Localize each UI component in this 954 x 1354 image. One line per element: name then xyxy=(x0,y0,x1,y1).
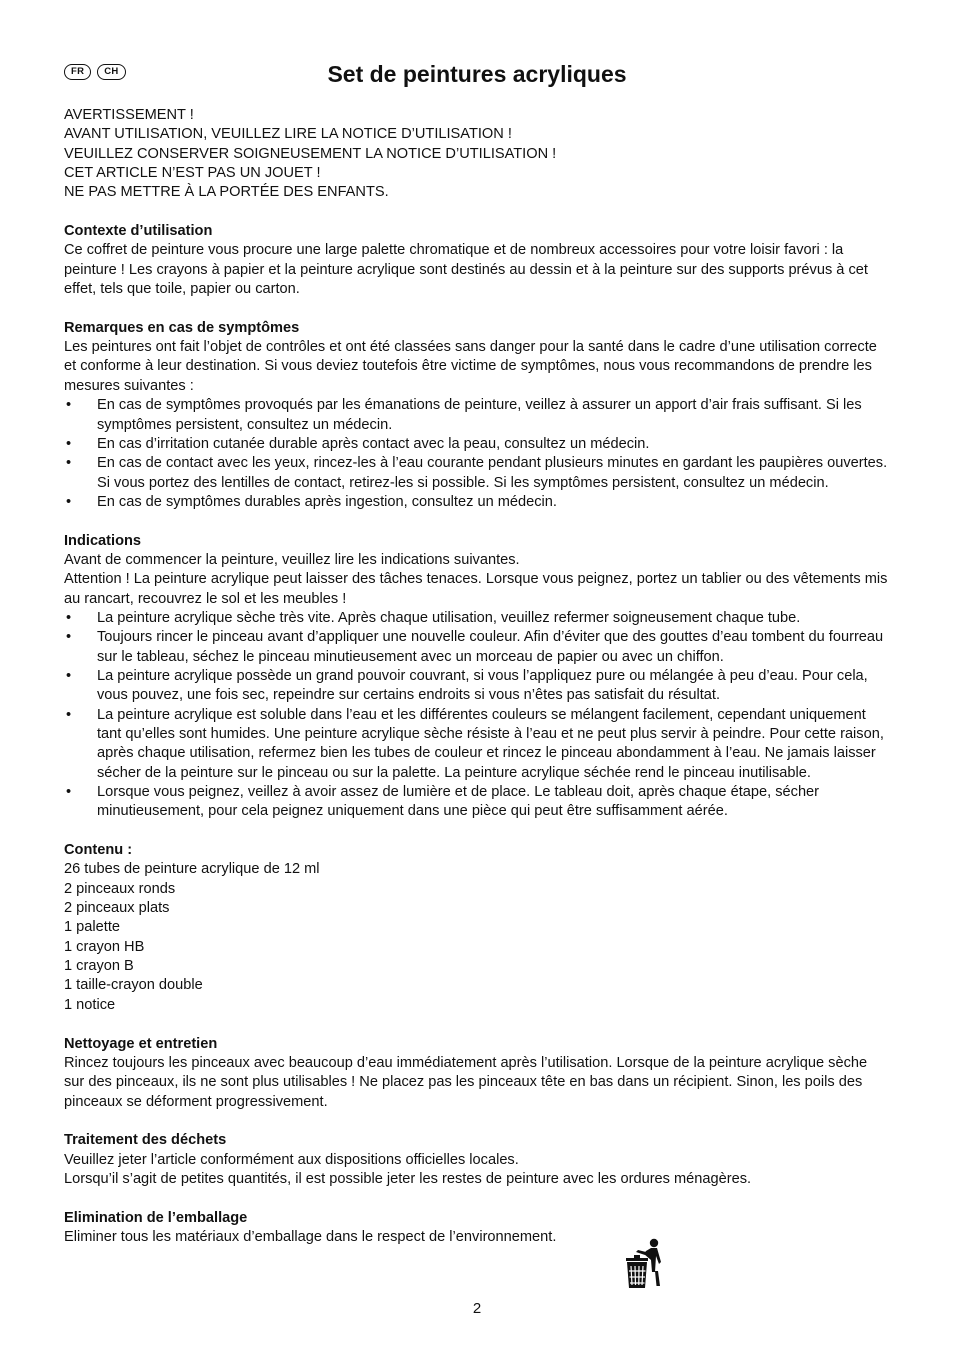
warning-block xyxy=(64,106,890,203)
section-text: Rincez toujours les pinceaux avec beaucoup d’eau immédiatement après l’utilisation. Lorsque de la peinture acrylique sèche sur des pinceaux, ils ne sont plus utilisables ! Ne placez pas les pinceaux tête en bas dans un récipient. Sinon, les poils des pinceaux se déforment progressivement. xyxy=(64,1054,868,1110)
section-text: Veuillez jeter l’article conformément aux dispositions officielles locales. xyxy=(64,1151,519,1168)
contents-item: 1 taille-crayon double xyxy=(64,977,203,994)
trash-bin-icon xyxy=(624,1238,666,1295)
section-cleaning xyxy=(64,1035,890,1112)
list-item-text: La peinture acrylique possède un grand pouvoir couvrant, si vous l’appliquez pure ou mélangée à peu d’eau. Pour cela, vous pouvez, une fois sec, repeindre sur certains endroits si vous n’êtes pas satisfait du résultat. xyxy=(97,667,868,704)
list-item: • La peinture acrylique sèche très vite. Après chaque utilisation, veuillez refermer soigneusement chaque tube. xyxy=(66,609,801,626)
section-heading: Nettoyage et entretien xyxy=(64,1035,218,1052)
document-body xyxy=(64,106,890,1247)
list-item-text: En cas de contact avec les yeux, rincez-les à l’eau courante pendant plusieurs minutes en gardant les paupières ouvertes. Si vous portez des lentilles de contact, retirez-les si possible. Si les symptômes persistent, consultez un médecin. xyxy=(97,455,888,491)
contents-item: 1 notice xyxy=(64,996,116,1013)
list-item: • Toujours rincer le pinceau avant d’appliquer une nouvelle couleur. Afin d’éviter que des gouttes d’eau tombent du fourreau sur le tableau, séchez le pinceau minutieusement avec un morceau de papier ou avec un chiffon. xyxy=(66,629,884,665)
section-heading: Traitement des déchets xyxy=(64,1132,227,1149)
bullet-list xyxy=(64,396,890,512)
section-packaging xyxy=(64,1209,890,1248)
list-item-text: Toujours rincer le pinceau avant d’appliquer une nouvelle couleur. Afin d’éviter que des gouttes d’eau tombent du fourreau sur le tableau, séchez le pinceau minutieusement avec un morceau de papier ou avec un chiffon. xyxy=(97,629,884,665)
section-contents xyxy=(64,841,890,1015)
contents-item: 2 pinceaux ronds xyxy=(64,880,176,897)
contents-item: 1 palette xyxy=(64,919,120,936)
section-heading: Elimination de l’emballage xyxy=(64,1209,248,1226)
list-item-text: La peinture acrylique sèche très vite. Après chaque utilisation, veuillez refermer soigneusement chaque tube. xyxy=(97,609,801,626)
list-item-text: Lorsque vous peignez, veillez à avoir assez de lumière et de place. Le tableau doit, après chaque étape, sécher minutieusement, pour cela peignez uniquement dans une pièce qui peut être suffisamment aérée. xyxy=(97,784,820,820)
section-waste xyxy=(64,1131,890,1189)
list-item-text: En cas d’irritation cutanée durable après contact avec la peau, consultez un médecin. xyxy=(97,435,650,452)
warning-line: VEUILLEZ CONSERVER SOIGNEUSEMENT LA NOTICE D’UTILISATION ! xyxy=(64,145,557,162)
section-heading: Remarques en cas de symptômes xyxy=(64,319,300,336)
section-text: Lorsqu’il s’agit de petites quantités, il est possible jeter les restes de peinture avec les ordures ménagères. xyxy=(64,1170,752,1187)
contents-item: 1 crayon B xyxy=(64,958,134,975)
section-text: Avant de commencer la peinture, veuillez lire les indications suivantes. xyxy=(64,551,520,568)
list-item: • En cas d’irritation cutanée durable après contact avec la peau, consultez un médecin. xyxy=(66,435,650,452)
contents-item: 2 pinceaux plats xyxy=(64,900,170,917)
warning-line: CET ARTICLE N’EST PAS UN JOUET ! xyxy=(64,165,321,182)
list-item: • La peinture acrylique est soluble dans l’eau et les différentes couleurs se mélangent facilement, cependant uniquement tant qu’elles sont humides. Une peinture acrylique sèche résiste à l’eau et ne peut plus servir à peindre. Pour cette raison, après chaque utilisation, refermez bien les tubes de couleur et rincez le pinceau abondamment à l’eau. Ne jamais laisser sécher de la peinture sur le pinceau ou sur la palette. La peinture acrylique séchée rend le pinceau inutilisable. xyxy=(66,706,884,781)
contents-item: 1 crayon HB xyxy=(64,938,145,955)
list-item: • La peinture acrylique possède un grand pouvoir couvrant, si vous l’appliquez pure ou mélangée à peu d’eau. Pour cela, vous pouvez, une fois sec, repeindre sur certains endroits si vous n’êtes pas satisfait du résultat. xyxy=(66,667,868,704)
bullet-list xyxy=(64,609,890,822)
warning-line: AVANT UTILISATION, VEUILLEZ LIRE LA NOTICE D’UTILISATION ! xyxy=(64,126,512,143)
section-heading: Contexte d’utilisation xyxy=(64,223,213,240)
section-symptoms xyxy=(64,319,890,512)
section-heading: Contenu : xyxy=(64,842,133,859)
warning-line: NE PAS METTRE À LA PORTÉE DES ENFANTS. xyxy=(64,184,389,201)
section-indications xyxy=(64,532,890,822)
list-item-text: En cas de symptômes durables après ingestion, consultez un médecin. xyxy=(97,493,557,510)
page-title: Set de peintures acryliques xyxy=(327,61,627,87)
list-item: • En cas de symptômes provoqués par les émanations de peinture, veillez à assurer un apport d’air frais suffisant. Si les symptômes persistent, consultez un médecin. xyxy=(66,397,862,433)
section-text: Ce coffret de peinture vous procure une large palette chromatique et de nombreux accessoires pour votre loisir favori : la peinture ! Les crayons à papier et la peinture acrylique sont destinés au dessin et à la peinture sur des supports prévus à cet effet, tels que toile, papier ou carton. xyxy=(64,242,868,298)
language-badge-ch: CH xyxy=(97,64,125,80)
list-item: • En cas de contact avec les yeux, rincez-les à l’eau courante pendant plusieurs minutes en gardant les paupières ouvertes. Si vous portez des lentilles de contact, retirez-les si possible. Si les symptômes persistent, consultez un médecin. xyxy=(66,455,888,491)
list-item-text: En cas de symptômes provoqués par les émanations de peinture, veillez à assurer un apport d’air frais suffisant. Si les symptômes persistent, consultez un médecin. xyxy=(97,397,862,433)
language-badge-fr: FR xyxy=(64,64,91,80)
page-number: 2 xyxy=(472,1300,482,1317)
list-item: • Lorsque vous peignez, veillez à avoir assez de lumière et de place. Le tableau doit, après chaque étape, sécher minutieusement, pour cela peignez uniquement dans une pièce qui peut être suffisamment aérée. xyxy=(66,784,820,820)
list-item-text: La peinture acrylique est soluble dans l’eau et les différentes couleurs se mélangent facilement, cependant uniquement tant qu’elles sont humides. Une peinture acrylique sèche résiste à l’eau et ne peut plus servir à peindre. Pour cette raison, après chaque utilisation, refermez bien les tubes de couleur et rincez le pinceau abondamment à l’eau. Ne jamais laisser sécher de la peinture sur le pinceau ou sur la palette. La peinture acrylique séchée rend le pinceau inutilisable. xyxy=(97,706,884,781)
section-context xyxy=(64,222,890,299)
section-text: Eliminer tous les matériaux d’emballage dans le respect de l’environnement. xyxy=(64,1228,557,1245)
warning-line: AVERTISSEMENT ! xyxy=(64,107,194,123)
list-item: • En cas de symptômes durables après ingestion, consultez un médecin. xyxy=(66,493,557,510)
contents-item: 26 tubes de peinture acrylique de 12 ml xyxy=(64,861,320,878)
section-text: Attention ! La peinture acrylique peut laisser des tâches tenaces. Lorsque vous peignez, portez un tablier ou des vêtements mis au rancart, recouvrez le sol et les meubles ! xyxy=(64,571,888,607)
section-text: Les peintures ont fait l’objet de contrôles et ont été classées sans danger pour la santé dans le cadre d’une utilisation correcte et conforme à leur destination. Si vous deviez toutefois être victime de symptômes, nous vous recommandons de prendre les mesures suivantes : xyxy=(64,339,877,394)
section-heading: Indications xyxy=(64,532,142,549)
